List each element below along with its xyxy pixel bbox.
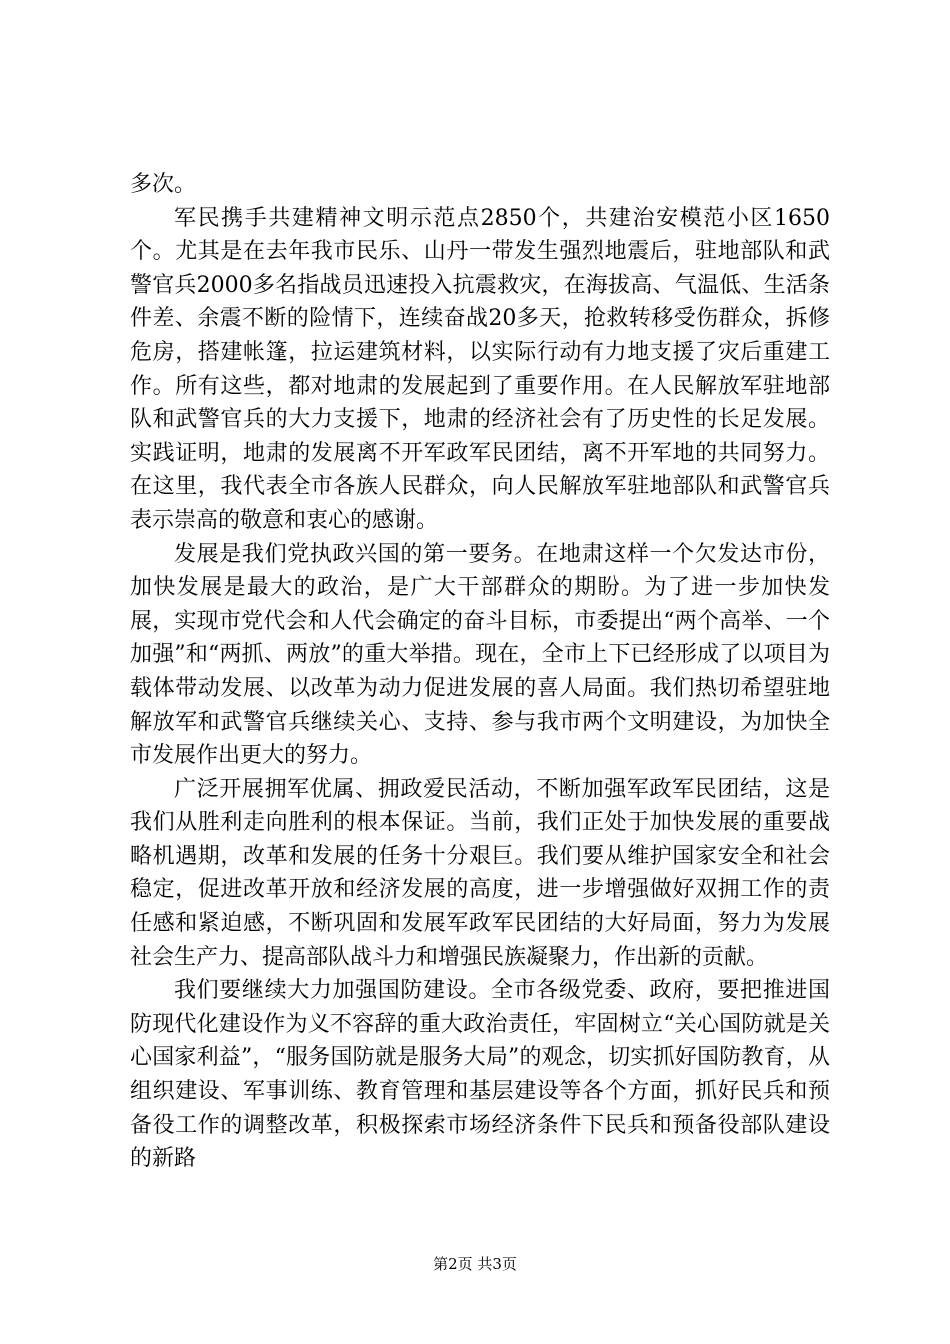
- document-body: [130, 168, 830, 1176]
- paragraph: 军民携手共建精神文明示范点2850个，共建治安模范小区1650个。尤其是在去年我市民乐、山丹一带发生强烈地震后，驻地部队和武警官兵2000多名指战员迅速投入抗震救灾，在海拔高、气温低、生活条件差、余震不断的险情下，连续奋战20多天，抢救转移受伤群众，拆修危房，搭建帐篷，拉运建筑材料，以实际行动有力地支援了灾后重建工作。所有这些，都对地肃的发展起到了重要作用。在人民解放军驻地部队和武警官兵的大力支援下，地肃的经济社会有了历史性的长足发展。实践证明，地肃的发展离不开军政军民团结，离不开军地的共同努力。在这里，我代表全市各族人民群众，向人民解放军驻地部队和武警官兵表示崇高的敬意和衷心的感谢。: [130, 205, 830, 533]
- paragraph: 发展是我们党执政兴国的第一要务。在地肃这样一个欠发达市份，加快发展是最大的政治，是广大干部群众的期盼。为了进一步加快发展，实现市党代会和人代会确定的奋斗目标，市委提出“两个高举、一个加强”和“两抓、两放”的重大举措。现在，全市上下已经形成了以项目为载体带动发展、以改革为动力促进发展的喜人局面。我们热切希望驻地解放军和武警官兵继续关心、支持、参与我市两个文明建设，为加快全市发展作出更大的努力。: [130, 541, 830, 769]
- paragraph-continuation: 多次。: [130, 172, 197, 197]
- paragraph: 我们要继续大力加强国防建设。全市各级党委、政府，要把推进国防现代化建设作为义不容辞的重大政治责任，牢固树立“关心国防就是关心国家利益”，“服务国防就是服务大局”的观念，切实抓好国防教育，从组织建设、军事训练、教育管理和基层建设等各个方面，抓好民兵和预备役工作的调整改革，积极探索市场经济条件下民兵和预备役部队建设的新路: [130, 978, 830, 1172]
- page-footer: 第2页 共3页: [433, 1255, 517, 1273]
- paragraph: 广泛开展拥军优属、拥政爱民活动，不断加强军政军民团结，这是我们从胜利走向胜利的根本保证。当前，我们正处于加快发展的重要战略机遇期，改革和发展的任务十分艰巨。我们要从维护国家安全和社会稳定，促进改革开放和经济发展的高度，进一步增强做好双拥工作的责任感和紧迫感，不断巩固和发展军政军民团结的大好局面，努力为发展社会生产力、提高部队战斗力和增强民族凝聚力，作出新的贡献。: [130, 776, 830, 970]
